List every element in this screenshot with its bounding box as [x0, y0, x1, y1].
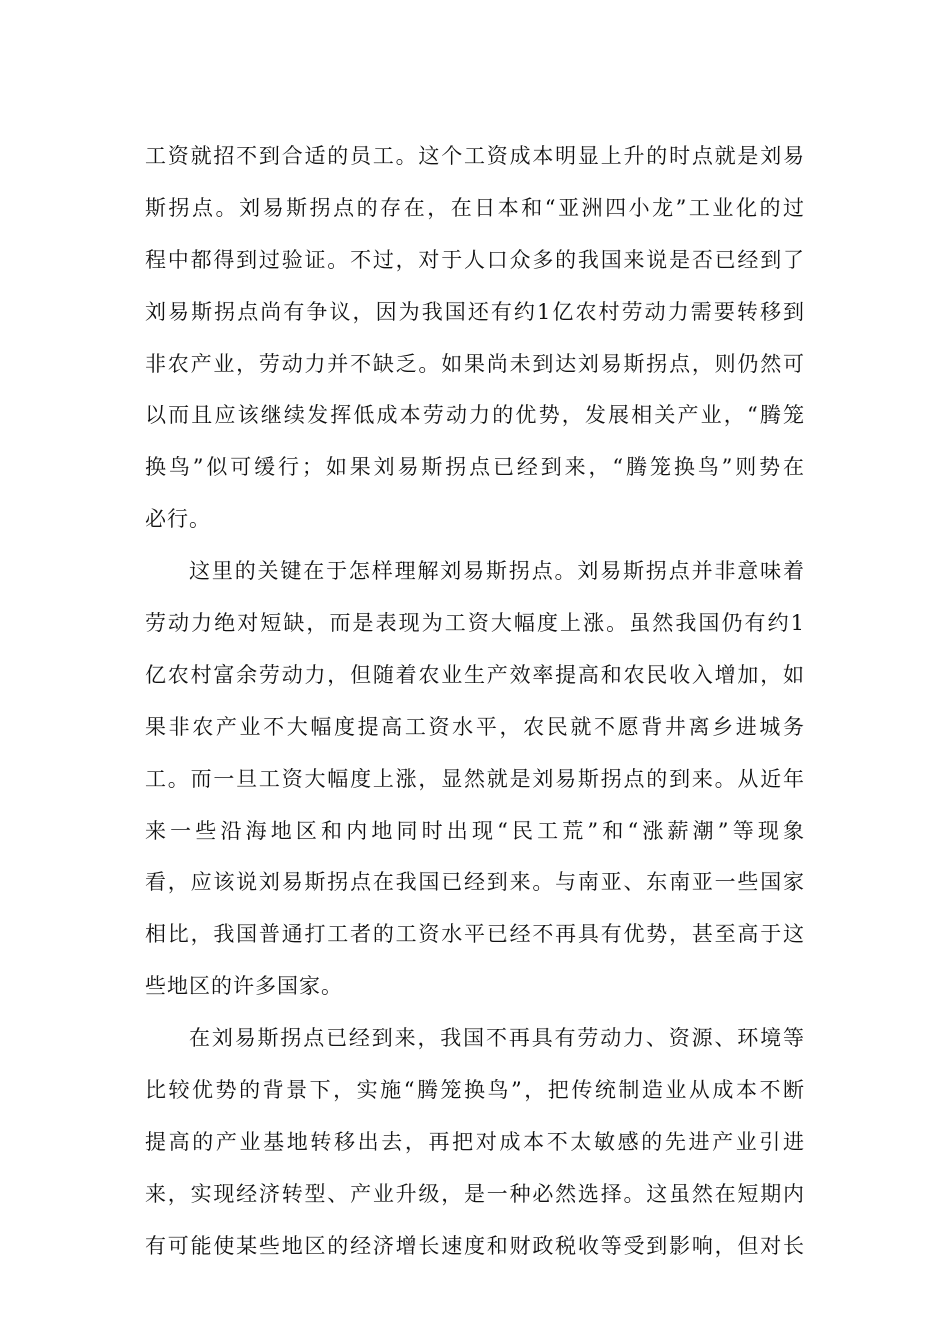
text-line: 亿农村富余劳动力，但随着农业生产效率提高和农民收入增加，如	[145, 662, 805, 687]
text-line: 斯拐点。刘易斯拐点的存在，在日本和“亚洲四小龙”工业化的过	[145, 195, 805, 220]
text-line: 以而且应该继续发挥低成本劳动力的优势，发展相关产业，“腾笼	[145, 403, 805, 428]
text-line: 提高的产业基地转移出去，再把对成本不太敏感的先进产业引进	[145, 1129, 805, 1154]
text-line: 看，应该说刘易斯拐点在我国已经到来。与南亚、东南亚一些国家	[145, 870, 805, 895]
text-line: 些地区的许多国家。	[145, 974, 343, 999]
text-line: 工。而一旦工资大幅度上涨，显然就是刘易斯拐点的到来。从近年	[145, 766, 805, 791]
text-line: 比较优势的背景下，实施“腾笼换鸟”，把传统制造业从成本不断	[145, 1078, 805, 1103]
text-line: 换鸟”似可缓行；如果刘易斯拐点已经到来，“腾笼换鸟”则势在	[145, 455, 805, 480]
text-line: 非农产业，劳动力并不缺乏。如果尚未到达刘易斯拐点，则仍然可	[145, 351, 805, 376]
text-line: 必行。	[145, 507, 211, 532]
text-line: 工资就招不到合适的员工。这个工资成本明显上升的时点就是刘易	[145, 144, 805, 168]
text-line: 来，实现经济转型、产业升级，是一种必然选择。这虽然在短期内	[145, 1181, 805, 1206]
text-line: 在刘易斯拐点已经到来，我国不再具有劳动力、资源、环境等	[189, 1026, 805, 1051]
text-line: 劳动力绝对短缺，而是表现为工资大幅度上涨。虽然我国仍有约1	[145, 611, 805, 636]
paragraph-2	[145, 546, 805, 1013]
paragraph-1	[145, 131, 805, 546]
paragraph-3	[145, 1013, 805, 1272]
text-line: 程中都得到过验证。不过，对于人口众多的我国来说是否已经到了	[145, 247, 805, 272]
document-body	[145, 131, 805, 1273]
text-line: 相比，我国普通打工者的工资水平已经不再具有优势，甚至高于这	[145, 922, 805, 947]
text-line: 来一些沿海地区和内地同时出现“民工荒”和“涨薪潮”等现象	[145, 818, 805, 843]
text-line: 有可能使某些地区的经济增长速度和财政税收等受到影响，但对长	[145, 1233, 805, 1258]
text-line: 果非农产业不大幅度提高工资水平，农民就不愿背井离乡进城务	[145, 714, 805, 739]
text-line: 这里的关键在于怎样理解刘易斯拐点。刘易斯拐点并非意味着	[189, 559, 805, 584]
text-line: 刘易斯拐点尚有争议，因为我国还有约1亿农村劳动力需要转移到	[145, 299, 805, 324]
